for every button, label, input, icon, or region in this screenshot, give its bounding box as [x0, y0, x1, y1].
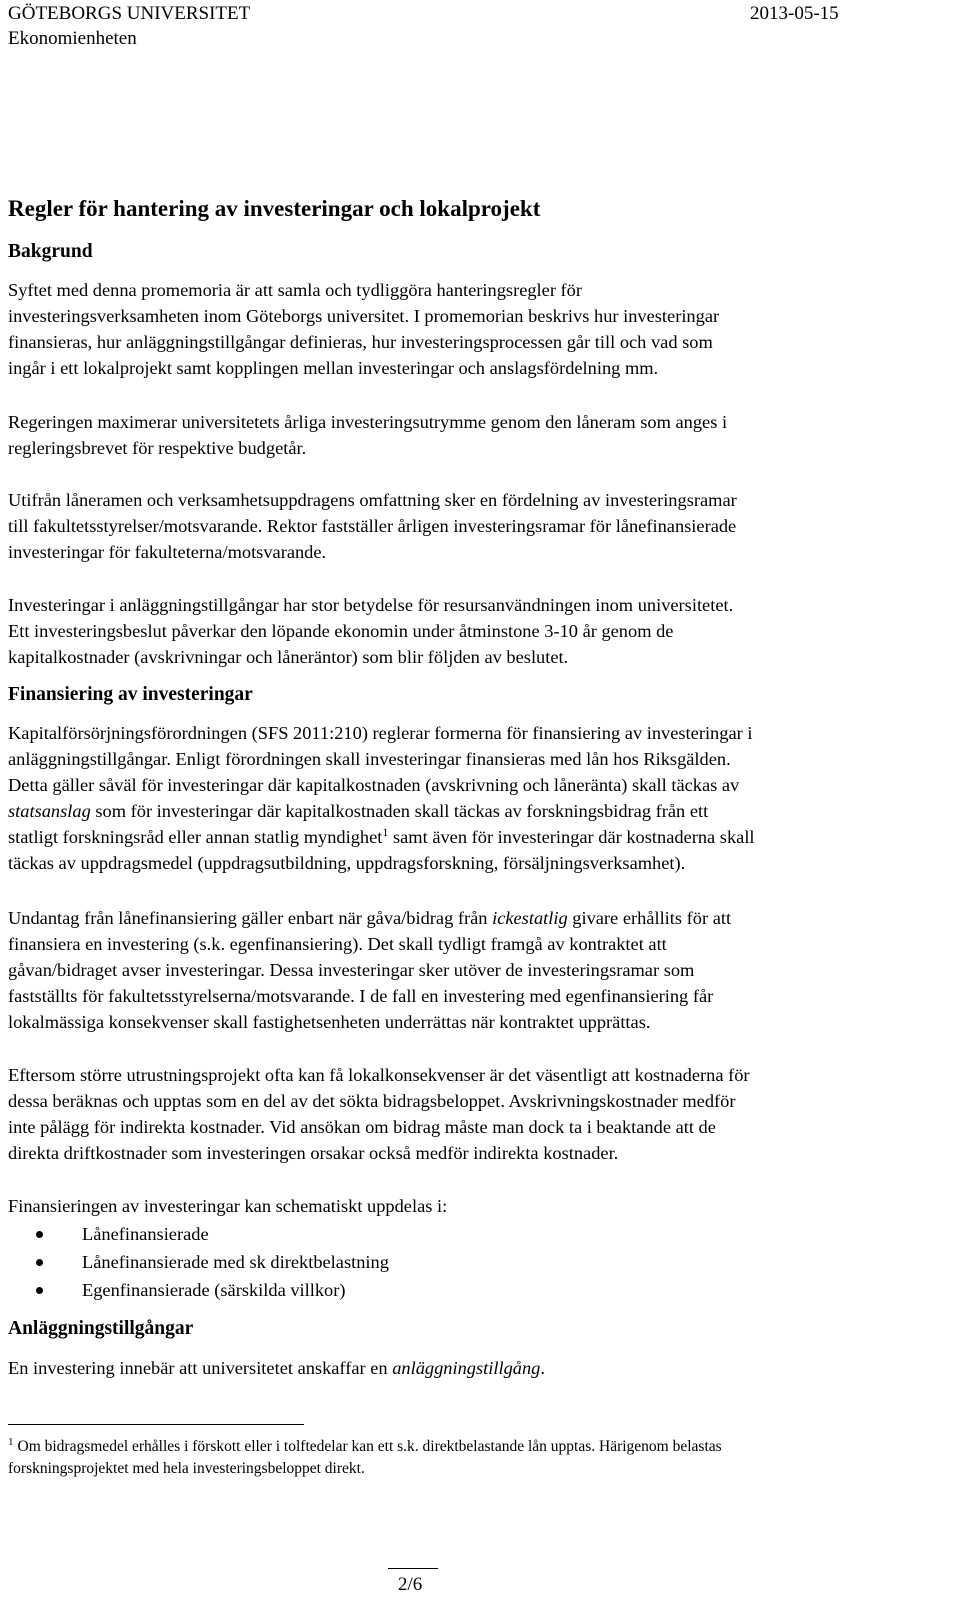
header-date: 2013-05-15: [750, 3, 839, 24]
heading-finansiering: Finansiering av investeringar: [8, 684, 253, 705]
paragraph-utrustningsprojekt: Eftersom större utrustningsprojekt ofta kan få lokalkonsekvenser är det väsentligt att kostnaderna för dessa beräknas och upptas som en del av det sökta bidragsbeloppet. Avskrivningskostnader medför inte pålägg för indirekta kostnader. Vid ansökan om bidrag måste man dock ta i beaktande att de direkta driftkostnader som investeringen orsakar också medför indirekta kostnader.: [8, 1065, 750, 1163]
bullet-icon: [36, 1287, 43, 1294]
emphasis-statsanslag: statsanslag: [8, 801, 91, 821]
footnote-marker: 1: [8, 1436, 14, 1448]
footnote-separator: [8, 1424, 304, 1425]
paragraph-undantag: Undantag från lånefinansiering gäller enbart när gåva/bidrag från ickestatlig givare erhållits för att finansiera en investering (s.k. egenfinansiering). Det skall tydligt framgå av kontraktet att gåvan/bidraget avser investeringar. Dessa investeringar sker utöver de investeringsramar som fastställts för fakultetsstyrelserna/motsvarande. I de fall en investering med egenfinansiering får lokalmässiga konsekvenser skall fastighetsenheten underrättas när kontraktet upprättas.: [8, 908, 732, 1032]
heading-bakgrund: Bakgrund: [8, 241, 93, 262]
footnote: [8, 1436, 938, 1480]
paragraph-kapitalforsorjning: Kapitalförsörjningsförordningen (SFS 2011:210) reglerar formerna för finansiering av investeringar i anläggningstillgångar. Enligt förordningen skall investeringar finansieras med lån hos Riksgälden. Detta gäller såväl för investeringar där kapitalkostnaden (avskrivning och låneränta) skall täckas av statsanslag som för investeringar där kapitalkostnaden skall täckas av forskningsbidrag från ett statligt forskningsråd eller annan statlig myndighet$^1$ samt även för investeringar där kostnaderna skall täckas av uppdragsmedel (uppdragsutbildning, uppdragsforskning, försäljningsverksamhet).: [8, 723, 755, 873]
paragraph-regeringen: Regeringen maximerar universitetets årliga investeringsutrymme genom den låneram som anges i regleringsbrevet för respektive budgetår.: [8, 412, 728, 458]
paragraph-anlaggningstillgang: En investering innebär att universitetet anskaffar en anläggningstillgång.: [8, 1358, 545, 1378]
header-department: Ekonomienheten: [8, 28, 137, 49]
page-number: 2/6: [398, 1574, 423, 1595]
list-item: Lånefinansierade: [8, 1220, 389, 1248]
emphasis-ickestatlig: ickestatlig: [492, 908, 568, 928]
page-number-separator: [388, 1568, 438, 1569]
document-title: Regler för hantering av investeringar och lokalprojekt: [8, 196, 541, 221]
paragraph-finansieringen-uppdelas: Finansieringen av investeringar kan schematiskt uppdelas i:: [8, 1196, 448, 1216]
list-item: Egenfinansierade (särskilda villkor): [8, 1276, 389, 1304]
paragraph-investeringar-betydelse: Investeringar i anläggningstillgångar har stor betydelse för resursanvändningen inom universitetet. Ett investeringsbeslut påverkar den löpande ekonomin under åtminstone 3-10 år genom de kapitalkostnader (avskrivningar och låneräntor) som blir följden av beslutet.: [8, 595, 734, 667]
footnote-text: Om bidragsmedel erhålles i förskott eller i tolftedelar kan ett s.k. direktbelastande lån upptas. Härigenom belastas forskningsprojektet med hela investeringsbeloppet direkt.: [8, 1438, 722, 1477]
paragraph-laneramen: Utifrån låneramen och verksamhetsuppdragens omfattning sker en fördelning av investeringsramar till fakultetsstyrelser/motsvarande. Rektor fastställer årligen investeringsramar för lånefinansierade investeringar för fakulteterna/motsvarande.: [8, 490, 737, 562]
bullet-icon: [36, 1231, 43, 1238]
paragraph-syfte: Syftet med denna promemoria är att samla och tydliggöra hanteringsregler för investeringsverksamheten inom Göteborgs universitet. I promemorian beskrivs hur investeringar finansieras, hur anläggningstillgångar definieras, hur investeringsprocessen går till och vad som ingår i ett lokalprojekt samt kopplingen mellan investeringar och anslagsfördelning mm.: [8, 280, 720, 378]
emphasis-anlaggningstillgang: anläggningstillgång: [392, 1358, 541, 1378]
list-item: Lånefinansierade med sk direktbelastning: [8, 1248, 389, 1276]
header-organization: GÖTEBORGS UNIVERSITET: [8, 3, 251, 24]
financing-types-list: [8, 1220, 389, 1304]
bullet-icon: [36, 1259, 43, 1266]
footnote-reference: 1: [382, 825, 389, 839]
heading-anlaggningstillgangar: Anläggningstillgångar: [8, 1318, 194, 1339]
